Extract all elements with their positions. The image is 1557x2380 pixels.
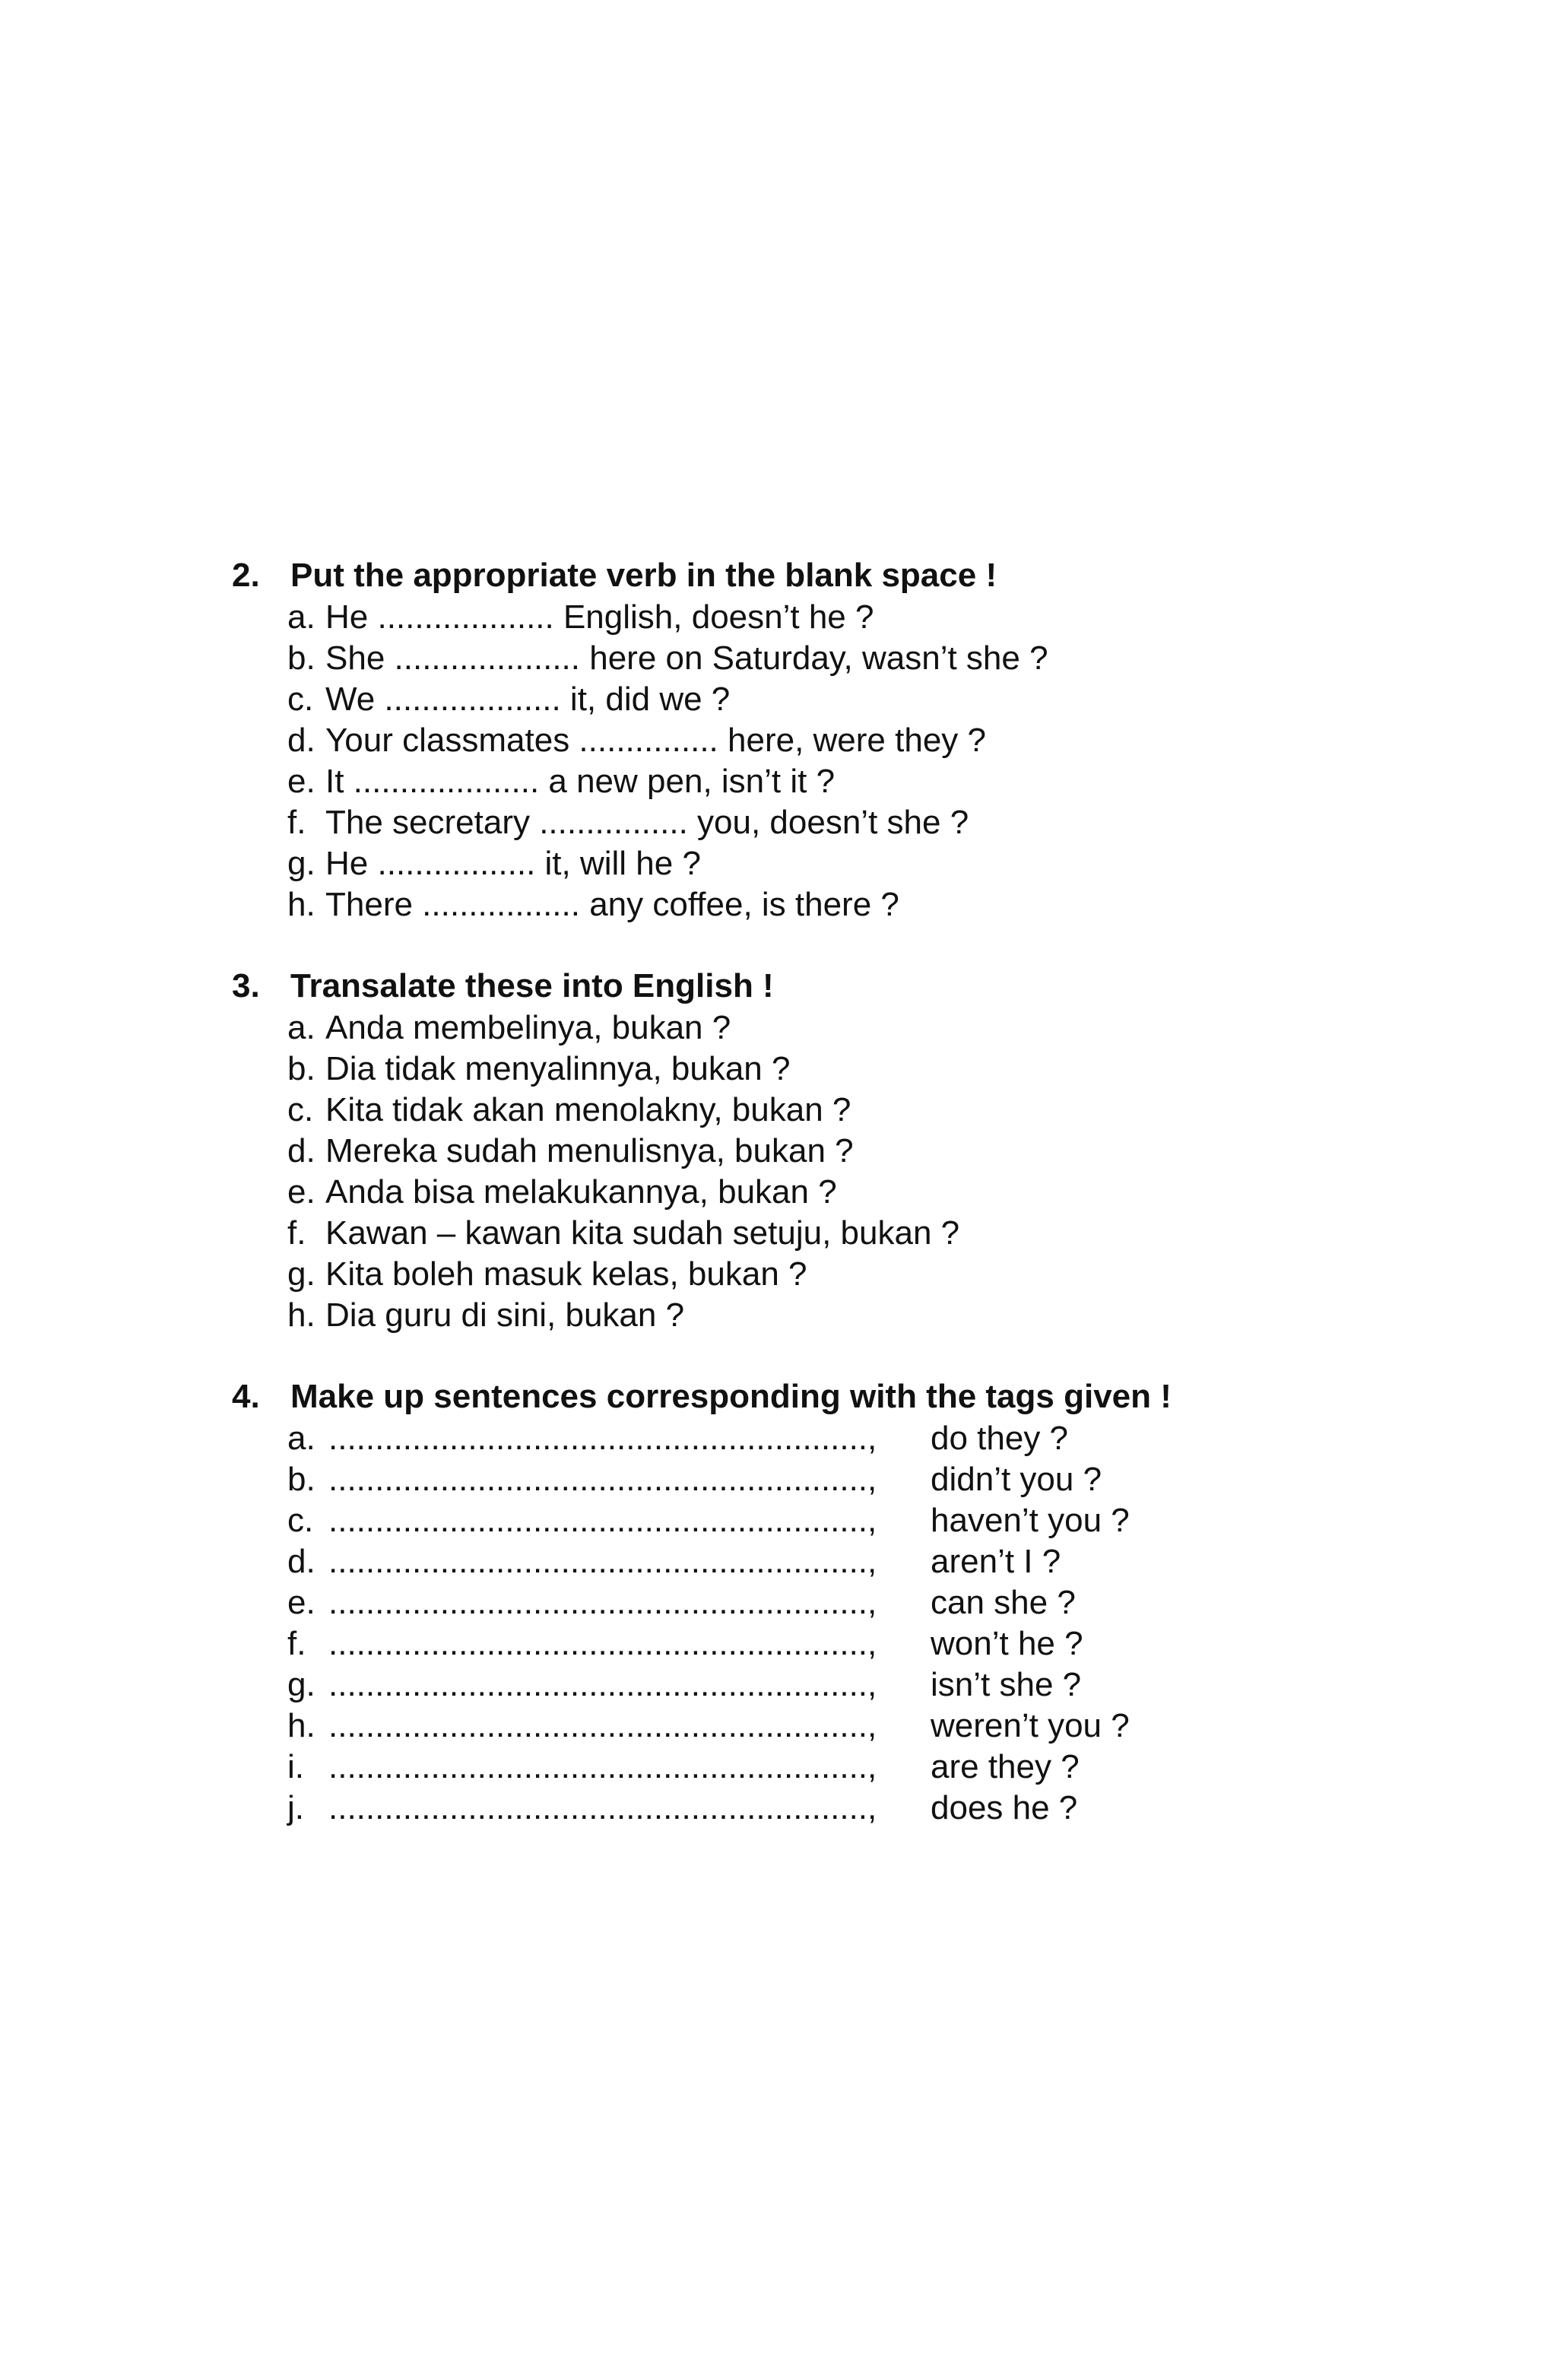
item-label: d. <box>287 1132 316 1169</box>
item-label: e. <box>287 763 316 800</box>
item-label: h. <box>287 1296 316 1334</box>
answer-blank: .........................................................., <box>328 1420 877 1457</box>
item-text: Kita boleh masuk kelas, bukan ? <box>325 1255 807 1293</box>
question-tag: can she ? <box>931 1584 1076 1621</box>
answer-blank: .........................................................., <box>328 1502 877 1539</box>
item-text: Kawan – kawan kita sudah setuju, bukan ? <box>325 1214 960 1252</box>
exercise-item <box>0 1459 1557 1500</box>
item-label: f. <box>287 804 306 841</box>
answer-blank: .........................................................., <box>328 1625 877 1662</box>
answer-blank: .........................................................., <box>328 1543 877 1580</box>
item-label: c. <box>287 681 314 718</box>
question-tag: aren’t I ? <box>931 1543 1061 1580</box>
exercise-number: 3. <box>232 967 260 1004</box>
item-label: f. <box>287 1214 306 1252</box>
item-label: d. <box>287 722 316 759</box>
item-label: a. <box>287 1009 316 1046</box>
exercise-item <box>0 1213 1557 1254</box>
answer-blank: .........................................................., <box>328 1666 877 1703</box>
item-label: g. <box>287 1255 316 1293</box>
item-label: f. <box>287 1625 306 1662</box>
exercise-title: Make up sentences corresponding with the tags given ! <box>290 1378 1172 1415</box>
exercise-item <box>0 884 1557 925</box>
item-text: Your classmates ............... here, were they ? <box>325 722 986 759</box>
item-label: b. <box>287 1461 316 1498</box>
exercise-item <box>0 1706 1557 1747</box>
item-label: h. <box>287 886 316 923</box>
answer-blank: .........................................................., <box>328 1461 877 1498</box>
item-label: a. <box>287 598 316 636</box>
item-text: Anda bisa melakukannya, bukan ? <box>325 1173 837 1211</box>
exercise-item <box>0 1747 1557 1788</box>
question-tag: weren’t you ? <box>931 1707 1130 1744</box>
exercise-item <box>0 1418 1557 1459</box>
exercise-item <box>0 597 1557 638</box>
item-label: e. <box>287 1584 316 1621</box>
item-text: Anda membelinya, bukan ? <box>325 1009 731 1046</box>
question-tag: haven’t you ? <box>931 1502 1130 1539</box>
item-text: Kita tidak akan menolakny, bukan ? <box>325 1091 851 1128</box>
exercise-title: Put the appropriate verb in the blank space ! <box>290 557 997 594</box>
item-text: Mereka sudah menulisnya, bukan ? <box>325 1132 854 1169</box>
item-label: b. <box>287 639 316 677</box>
exercise-item <box>0 1172 1557 1213</box>
question-tag: does he ? <box>931 1789 1078 1826</box>
exercise-item <box>0 843 1557 884</box>
exercise-number: 4. <box>232 1378 260 1415</box>
item-text: The secretary ................ you, doesn’t she ? <box>325 804 969 841</box>
item-label: g. <box>287 845 316 882</box>
exercise-item <box>0 1541 1557 1582</box>
exercise-item <box>0 720 1557 761</box>
exercise-item <box>0 1295 1557 1336</box>
exercise-item <box>0 1623 1557 1664</box>
exercise-title: Transalate these into English ! <box>290 967 774 1004</box>
question-tag: won’t he ? <box>931 1625 1083 1662</box>
item-label: j. <box>287 1789 304 1826</box>
exercise-2-heading <box>0 555 1557 596</box>
question-tag: do they ? <box>931 1420 1069 1457</box>
exercise-item <box>0 1500 1557 1541</box>
item-text: He ................. it, will he ? <box>325 845 701 882</box>
answer-blank: .........................................................., <box>328 1584 877 1621</box>
item-text: It .................... a new pen, isn’t it ? <box>325 763 836 800</box>
question-tag: isn’t she ? <box>931 1666 1082 1703</box>
item-label: g. <box>287 1666 316 1703</box>
item-text: She .................... here on Saturday, wasn’t she ? <box>325 639 1048 677</box>
exercise-item <box>0 1582 1557 1623</box>
exercise-item <box>0 638 1557 679</box>
item-label: c. <box>287 1091 314 1128</box>
item-label: a. <box>287 1420 316 1457</box>
item-label: b. <box>287 1050 316 1087</box>
answer-blank: .........................................................., <box>328 1707 877 1744</box>
exercise-number: 2. <box>232 557 260 594</box>
exercise-item <box>0 679 1557 720</box>
exercise-4-heading <box>0 1376 1557 1417</box>
exercise-item <box>0 1008 1557 1049</box>
item-text: We ................... it, did we ? <box>325 681 731 718</box>
item-label: c. <box>287 1502 314 1539</box>
exercise-item <box>0 1090 1557 1131</box>
question-tag: didn’t you ? <box>931 1461 1102 1498</box>
item-label: h. <box>287 1707 316 1744</box>
exercise-3-heading <box>0 966 1557 1007</box>
question-tag: are they ? <box>931 1748 1080 1785</box>
exercise-item <box>0 1131 1557 1172</box>
exercise-item <box>0 1049 1557 1090</box>
exercise-item <box>0 1788 1557 1829</box>
answer-blank: .........................................................., <box>328 1789 877 1826</box>
item-label: e. <box>287 1173 316 1211</box>
item-label: i. <box>287 1748 304 1785</box>
exercise-item <box>0 802 1557 843</box>
item-text: He ................... English, doesn’t he ? <box>325 598 874 636</box>
exercise-item <box>0 761 1557 802</box>
item-text: There ................. any coffee, is there ? <box>325 886 899 923</box>
answer-blank: .........................................................., <box>328 1748 877 1785</box>
item-label: d. <box>287 1543 316 1580</box>
exercise-item <box>0 1664 1557 1706</box>
item-text: Dia guru di sini, bukan ? <box>325 1296 685 1334</box>
item-text: Dia tidak menyalinnya, bukan ? <box>325 1050 791 1087</box>
exercise-item <box>0 1254 1557 1295</box>
